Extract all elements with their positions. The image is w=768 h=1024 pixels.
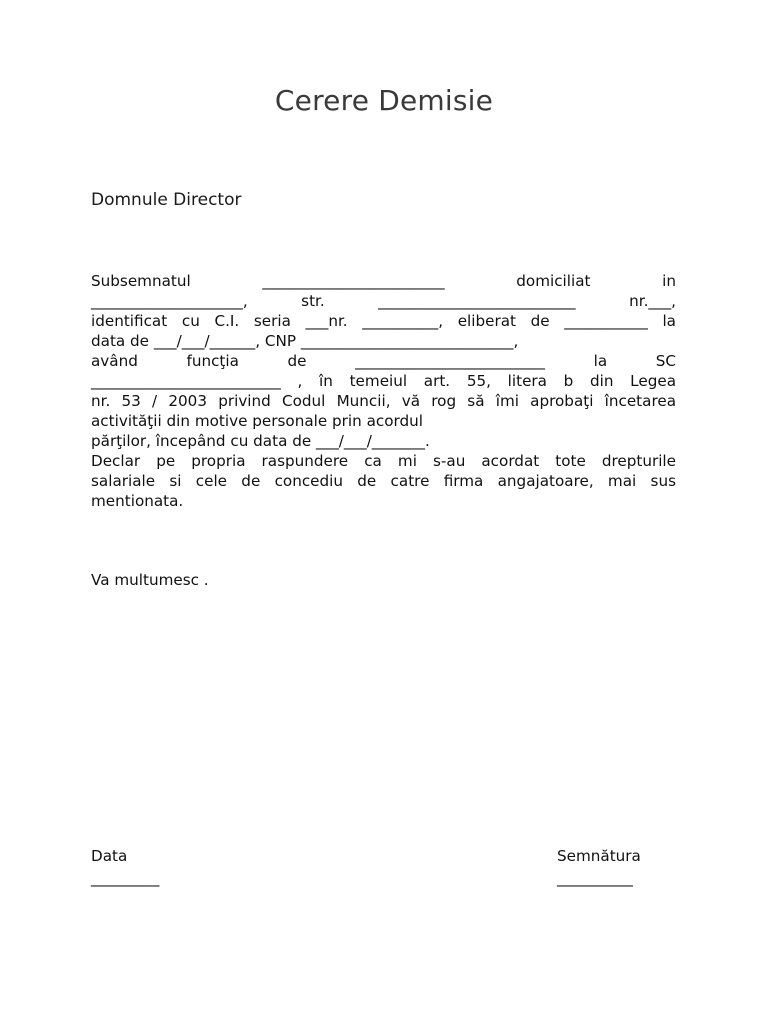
signature-blank-line: __________	[557, 869, 633, 887]
signature-block	[557, 845, 641, 889]
document-title: Cerere Demisie	[274, 84, 494, 117]
body-line: nr. 53 / 2003 privind Codul Muncii, vă rog să îmi aprobaţi încetarea	[91, 392, 676, 410]
body-line: identificat cu C.I. seria ___nr. __________, eliberat de ___________ la	[91, 312, 676, 330]
body-line: părţilor, începând cu data de ___/___/_______.	[91, 432, 430, 450]
body-line: _________________________ , în temeiul art. 55, litera b din Legea	[91, 372, 676, 390]
body-line: ____________________, str. __________________________ nr.___,	[91, 292, 676, 310]
letter-body	[91, 271, 676, 511]
date-block	[91, 845, 159, 889]
salutation: Domnule Director	[91, 190, 242, 210]
body-line: Subsemnatul ________________________ domiciliat in	[91, 272, 676, 290]
closing-thanks: Va multumesc .	[91, 571, 209, 589]
body-line: activităţii din motive personale prin acordul	[91, 412, 423, 430]
date-label: Data	[91, 847, 128, 865]
date-blank-line: _________	[91, 869, 160, 887]
body-line: având funcţia de _________________________ la SC	[91, 352, 676, 370]
body-line: mentionata.	[91, 492, 184, 510]
signature-label: Semnătura	[557, 847, 641, 865]
body-line: salariale si cele de concediu de catre firma angajatoare, mai sus	[91, 472, 676, 490]
body-line: Declar pe propria raspundere ca mi s-au acordat tote drepturile	[91, 452, 676, 470]
body-line: data de ___/___/______, CNP ____________________________,	[91, 332, 519, 350]
